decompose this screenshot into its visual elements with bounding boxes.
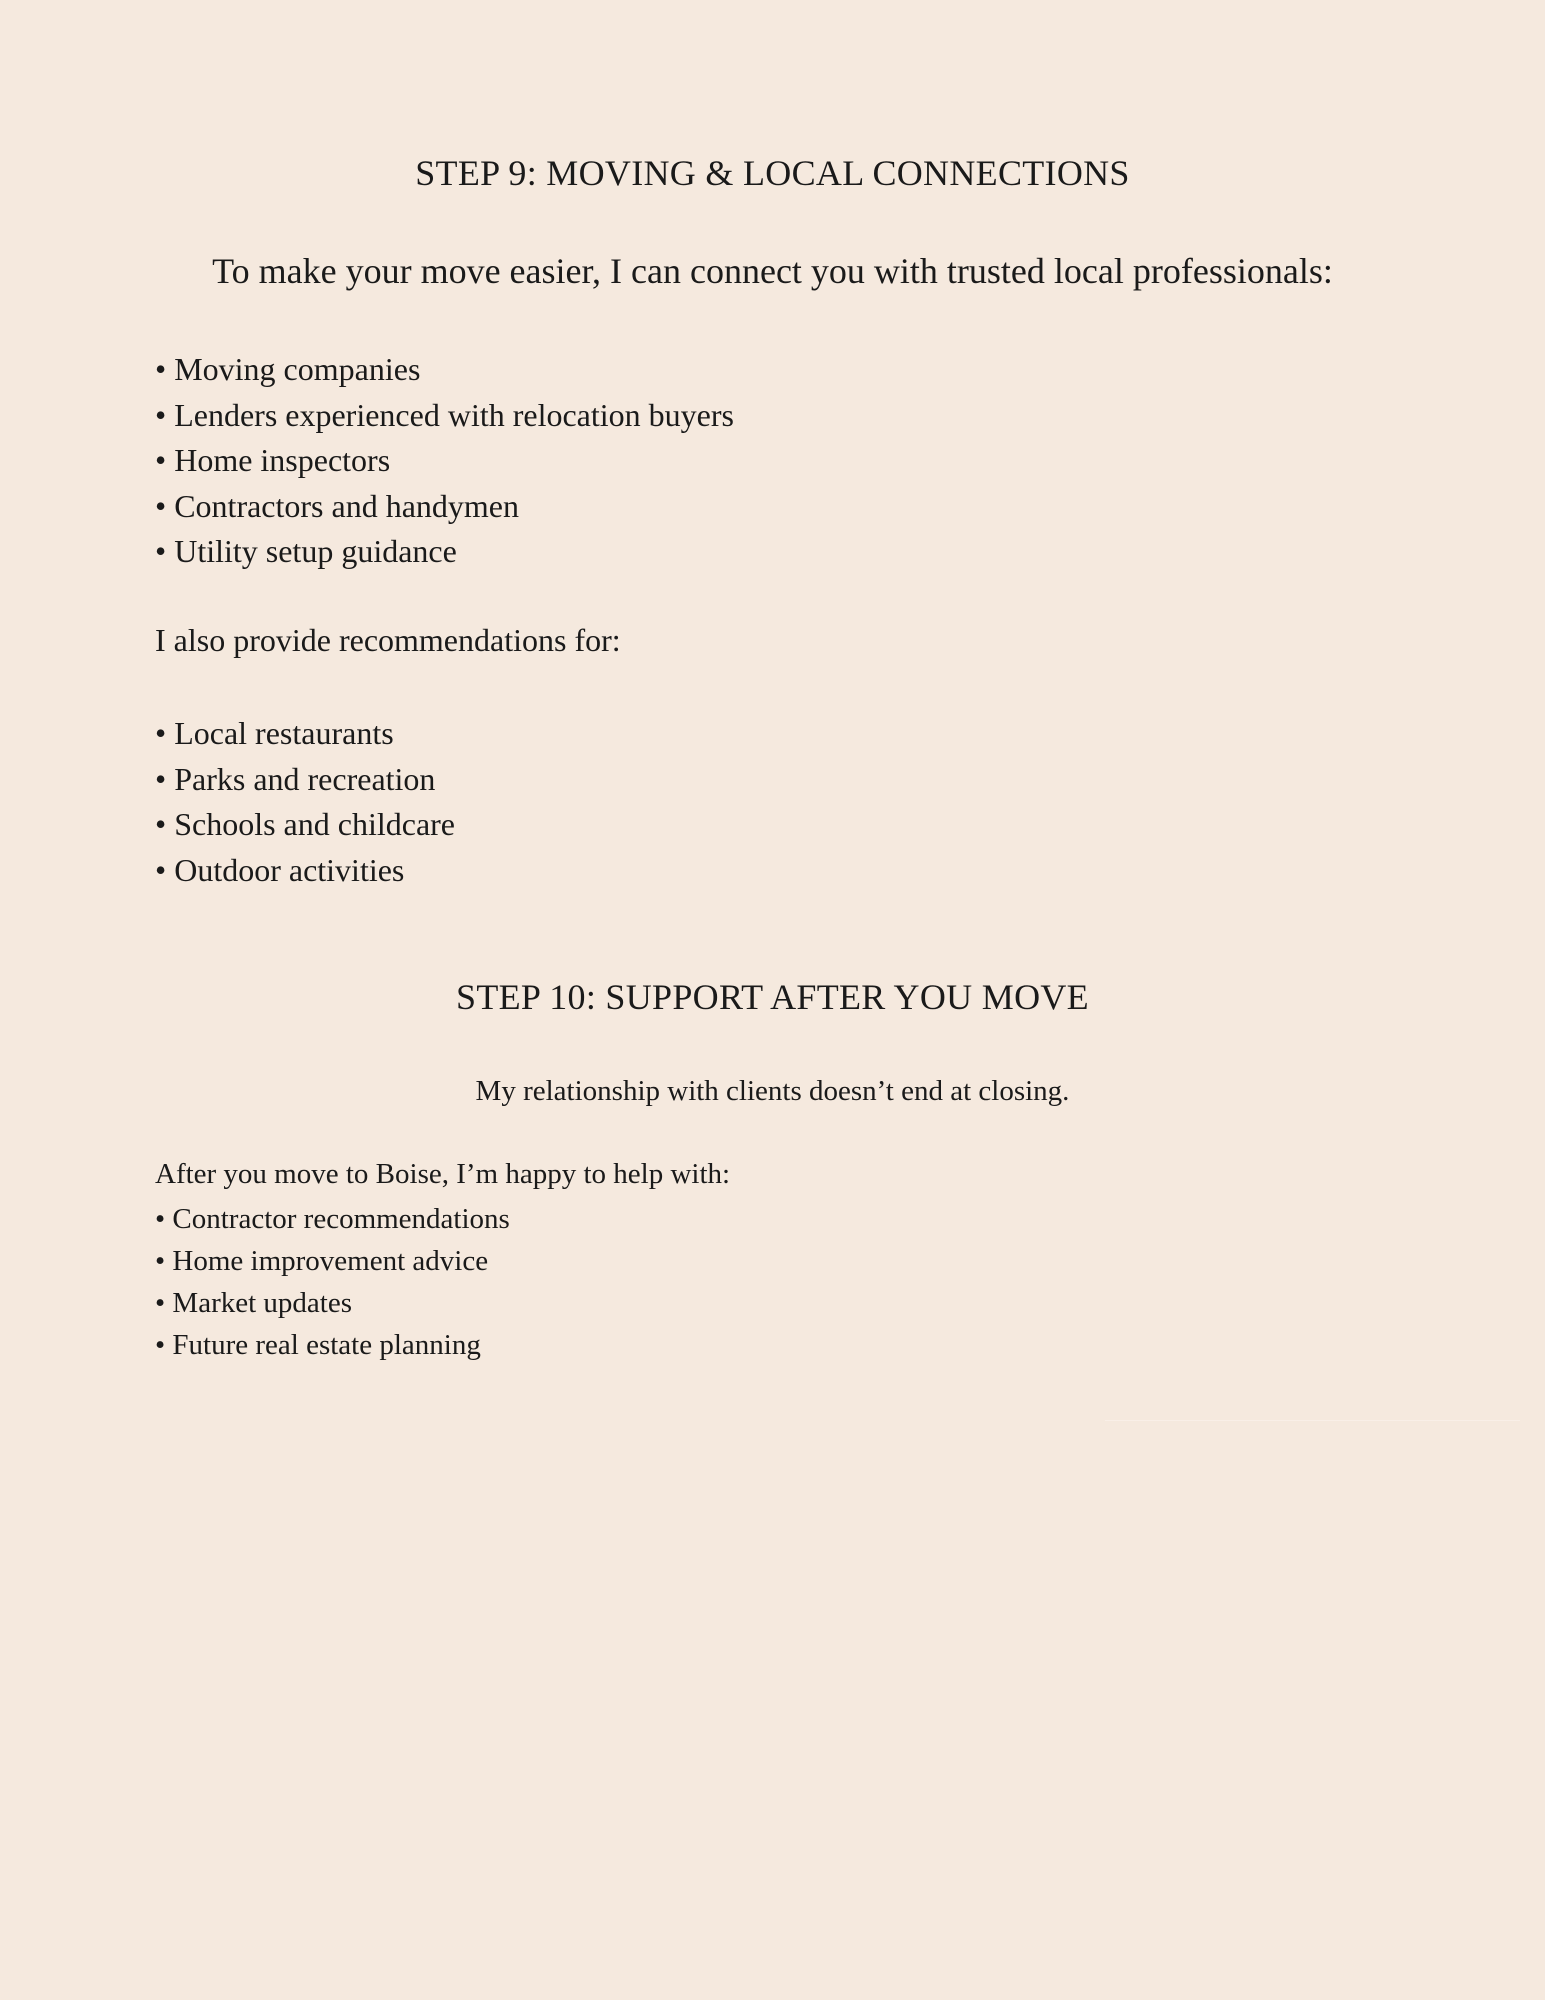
list-item: • Market updates [155, 1282, 510, 1324]
list-item: • Moving companies [155, 347, 734, 393]
list-item: • Local restaurants [155, 711, 455, 757]
list-item: • Outdoor activities [155, 848, 455, 894]
divider [1105, 1420, 1520, 1421]
professionals-list [155, 347, 734, 575]
list-item: • Schools and childcare [155, 802, 455, 848]
help-list [155, 1198, 510, 1366]
step10-intro: My relationship with clients doesn’t end at closing. [475, 1075, 1070, 1107]
help-intro: After you move to Boise, I’m happy to help with: [155, 1158, 731, 1190]
list-item: • Contractor recommendations [155, 1198, 510, 1240]
list-item: • Future real estate planning [155, 1324, 510, 1366]
list-item: • Lenders experienced with relocation buyers [155, 393, 734, 439]
step9-heading: STEP 9: MOVING & LOCAL CONNECTIONS [415, 153, 1130, 193]
list-item: • Parks and recreation [155, 757, 455, 803]
list-item: • Home inspectors [155, 438, 734, 484]
list-item: • Utility setup guidance [155, 529, 734, 575]
step9-intro: To make your move easier, I can connect you with trusted local professionals: [212, 251, 1333, 291]
step10-heading: STEP 10: SUPPORT AFTER YOU MOVE [456, 977, 1089, 1017]
list-item: • Home improvement advice [155, 1240, 510, 1282]
list-item: • Contractors and handymen [155, 484, 734, 530]
recommendations-list [155, 711, 455, 893]
recommendations-intro: I also provide recommendations for: [155, 622, 621, 658]
